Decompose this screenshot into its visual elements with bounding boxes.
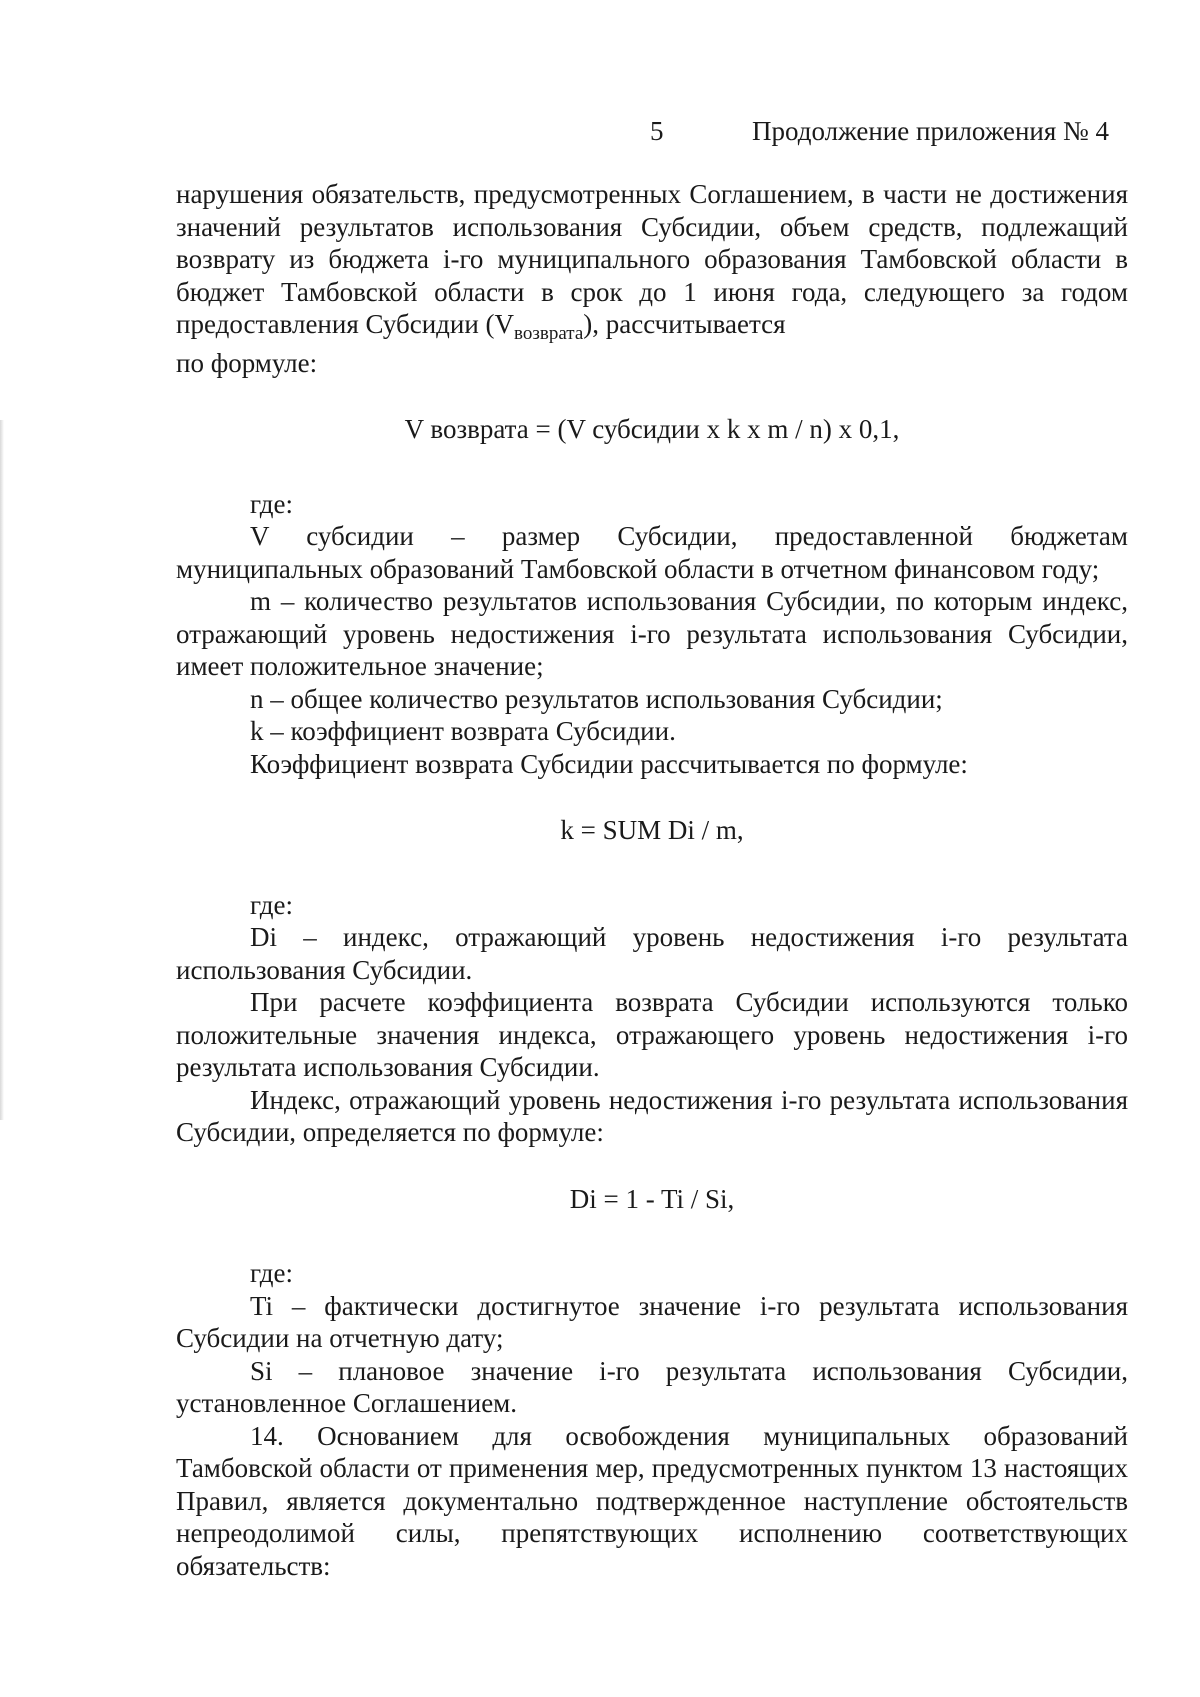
k-formula-intro: Коэффициент возврата Субсидии рассчитывается по формуле: — [250, 748, 968, 779]
intro-last-line: по формуле: — [176, 347, 318, 378]
note-positive-values: При расчете коэффициента возврата Субсидии используются только положительные значения индекса, отражающего уровень недостижения i-го результата использования Субсидии. — [176, 987, 1128, 1082]
scan-edge-shadow — [0, 420, 4, 1120]
document-body — [176, 178, 1128, 1582]
definition-m: m – количество результатов использования Субсидии, по которым индекс, отражающий уровень недостижения i-го результата использования Субсидии, имеет положительное значение; — [176, 586, 1128, 681]
formula-refund-volume: V возврата = (V субсидии x k x m / n) x 0,1, — [404, 414, 900, 444]
definition-n: n – общее количество результатов использования Субсидии; — [250, 683, 943, 714]
formula-di: Di = 1 - Ti / Si, — [569, 1183, 735, 1214]
page-number: 5 — [650, 116, 664, 146]
where-label-2: где: — [250, 889, 293, 920]
appendix-continuation-header: Продолжение приложения № 4 — [752, 116, 1110, 146]
definition-di: Di – индекс, отражающий уровень недостижения i-го результата использования Субсидии. — [176, 922, 1128, 985]
definition-ti: Ti – фактически достигнутое значение i-го результата использования Субсидии на отчетную дату; — [176, 1290, 1128, 1353]
formula-k: k = SUM Di / m, — [560, 815, 744, 845]
clause-14: 14. Основанием для освобождения муниципальных образований Тамбовской области от применения мер, предусмотренных пунктом 13 настоящих Правил, является документально подтвержденное наступление обстоятельств непреодолимой силы, препятствующих исполнению соответствующих обязательств: — [176, 1420, 1128, 1581]
definition-si: Si – плановое значение i-го результата использования Субсидии, установленное Соглашением. — [176, 1355, 1128, 1418]
di-formula-intro: Индекс, отражающий уровень недостижения i-го результата использования Субсидии, определяется по формуле: — [176, 1084, 1128, 1147]
intro-subscript: возврата — [514, 323, 584, 344]
definition-k: k – коэффициент возврата Субсидии. — [250, 716, 676, 746]
intro-tail: ), рассчитывается — [583, 309, 786, 339]
where-label-1: где: — [250, 488, 293, 519]
intro-paragraph — [176, 178, 1128, 344]
where-label-3: где: — [250, 1258, 293, 1288]
definition-v-subsidy: V субсидии – размер Субсидии, предоставленной бюджетам муниципальных образований Тамбовской области в отчетном финансовом году; — [176, 521, 1128, 584]
intro-text: нарушения обязательств, предусмотренных Соглашением, в части не достижения значений результатов использования Субсидии, объем средств, подлежащий возврату из бюджета i-го муниципального образования Тамбовской области в бюджет Тамбовской области в срок до 1 июня года, следующего за годом предоставления Субсидии (V — [176, 179, 1128, 339]
